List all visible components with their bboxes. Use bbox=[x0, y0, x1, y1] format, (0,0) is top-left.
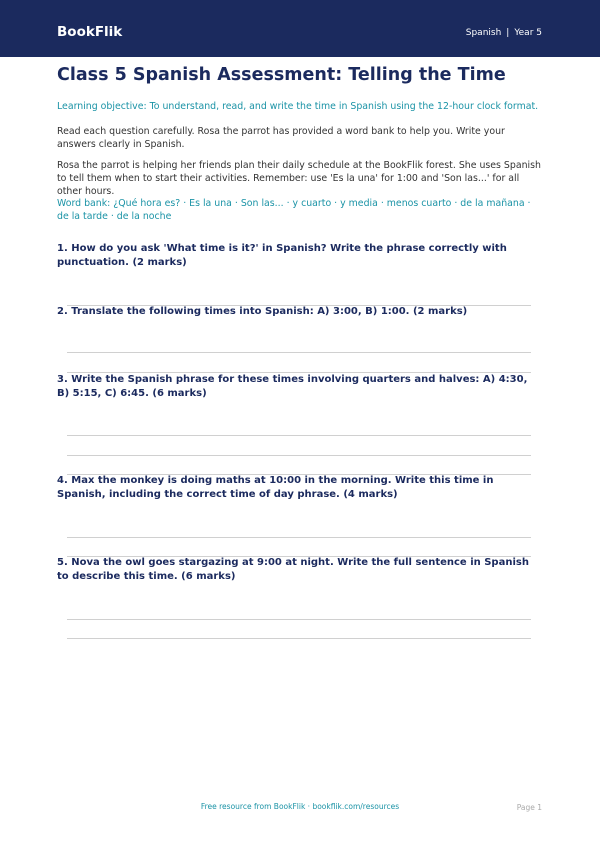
answer-line[interactable] bbox=[67, 352, 531, 353]
brand-logo-text[interactable]: BookFlik bbox=[57, 24, 123, 40]
page-title: Class 5 Spanish Assessment: Telling the Time bbox=[57, 65, 506, 85]
answer-line[interactable] bbox=[67, 435, 531, 436]
question-5: 5. Nova the owl goes stargazing at 9:00 at night. Write the full sentence in Spanish to describe this time. (6 marks) bbox=[57, 557, 529, 582]
answer-line[interactable] bbox=[67, 619, 531, 620]
instructions-text: Read each question carefully. Rosa the parrot has provided a word bank to help you. Write your answers clearly in Spanish. bbox=[57, 126, 505, 150]
question-1: 1. How do you ask 'What time is it?' in Spanish? Write the phrase correctly with punctuation. (2 marks) bbox=[57, 243, 507, 268]
question-2: 2. Translate the following times into Spanish: A) 3:00, B) 1:00. (2 marks) bbox=[57, 306, 468, 317]
answer-line[interactable] bbox=[67, 537, 531, 538]
subject-label: Spanish bbox=[465, 28, 502, 38]
word-bank: Word bank: ¿Qué hora es? · Es la una · Son las... · y cuarto · y media · menos cuarto · de la mañana · de la tarde · de la noche bbox=[57, 198, 531, 222]
separator: | bbox=[506, 28, 510, 38]
answer-line[interactable] bbox=[67, 638, 531, 639]
subject-year-label bbox=[466, 28, 542, 38]
learning-objective: Learning objective: To understand, read, and write the time in Spanish using the 12-hour clock format. bbox=[57, 101, 539, 112]
question-4: 4. Max the monkey is doing maths at 10:00 in the morning. Write this time in Spanish, including the correct time of day phrase. (4 marks) bbox=[57, 475, 494, 500]
page-number: Page 1 bbox=[516, 803, 542, 812]
footer-credit[interactable]: Free resource from BookFlik · bookflik.com/resources bbox=[200, 802, 400, 811]
question-3: 3. Write the Spanish phrase for these times involving quarters and halves: A) 4:30, B) 5:15, C) 6:45. (6 marks) bbox=[57, 374, 528, 399]
answer-line[interactable] bbox=[67, 455, 531, 456]
header-bar bbox=[0, 0, 600, 57]
year-label: Year 5 bbox=[514, 28, 542, 38]
context-text: Rosa the parrot is helping her friends plan their daily schedule at the BookFlik forest. She uses Spanish to tell them when to start their activities. Remember: use 'Es la una' for 1:00 and 'Son las...' for all other hours. bbox=[57, 160, 541, 197]
